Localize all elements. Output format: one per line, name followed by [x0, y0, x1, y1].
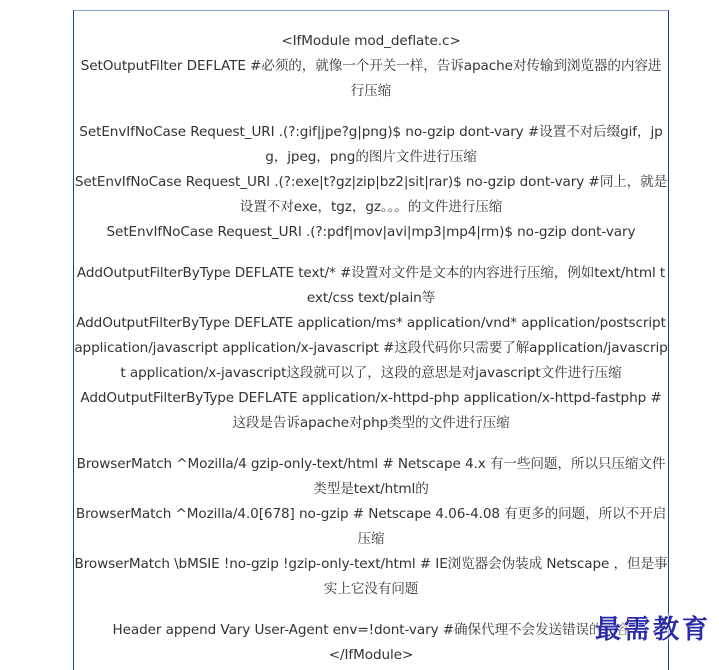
- code-line-filter-text: AddOutputFilterByType DEFLATE text/* #设置对文件是文本的内容进行压缩，例如text/html text/css text/plain等: [76, 265, 666, 306]
- code-line-filter-application: AddOutputFilterByType DEFLATE application/ms* application/vnd* application/postscript application/javascript application/x-javascript #这段代码你只需要了解application/javascript application/x-javascript这段就可以了，这段的意思是对javascript文件进行压缩: [74, 315, 668, 381]
- document-frame: [73, 10, 669, 670]
- code-block: [74, 29, 668, 668]
- paragraph-gap: [74, 602, 668, 618]
- code-line-ifmodule-close: </IfModule>: [328, 647, 414, 663]
- code-line-browsermatch-msie: BrowserMatch \bMSIE !no-gzip !gzip-only-text/html # IE浏览器会伪装成 Netscape ，但是事实上它没有问题: [74, 556, 668, 597]
- code-line-setenv-archives: SetEnvIfNoCase Request_URI .(?:exe|t?gz|zip|bz2|sit|rar)$ no-gzip dont-vary #同上，就是设置不对exe，tgz，gz。。。的文件进行压缩: [74, 174, 668, 215]
- code-line-setenv-media: SetEnvIfNoCase Request_URI .(?:pdf|mov|avi|mp3|mp4|rm)$ no-gzip dont-vary: [106, 224, 636, 240]
- code-line-header-vary: Header append Vary User-Agent env=!dont-vary #确保代理不会发送错误的内容: [112, 622, 630, 638]
- code-line-setoutputfilter: SetOutputFilter DEFLATE #必须的，就像一个开关一样，告诉apache对传输到浏览器的内容进行压缩: [80, 58, 662, 99]
- paragraph-gap: [74, 245, 668, 261]
- code-line-setenv-images: SetEnvIfNoCase Request_URI .(?:gif|jpe?g|png)$ no-gzip dont-vary #设置不对后缀gif，jpg，jpeg，png的图片文件进行压缩: [79, 124, 663, 165]
- site-watermark-logo: 最需教育: [594, 615, 711, 645]
- paragraph-gap: [74, 436, 668, 452]
- code-line-filter-php: AddOutputFilterByType DEFLATE application/x-httpd-php application/x-httpd-fastphp #这段是告诉apache对php类型的文件进行压缩: [80, 390, 662, 431]
- code-line-browsermatch-mozilla4: BrowserMatch ^Mozilla/4 gzip-only-text/html # Netscape 4.x 有一些问题，所以只压缩文件类型是text/html的: [76, 456, 666, 497]
- code-line-browsermatch-mozilla40: BrowserMatch ^Mozilla/4.0[678] no-gzip # Netscape 4.06-4.08 有更多的问题，所以不开启压缩: [75, 506, 667, 547]
- code-line-ifmodule-open: <IfModule mod_deflate.c>: [281, 33, 461, 49]
- paragraph-gap: [74, 104, 668, 120]
